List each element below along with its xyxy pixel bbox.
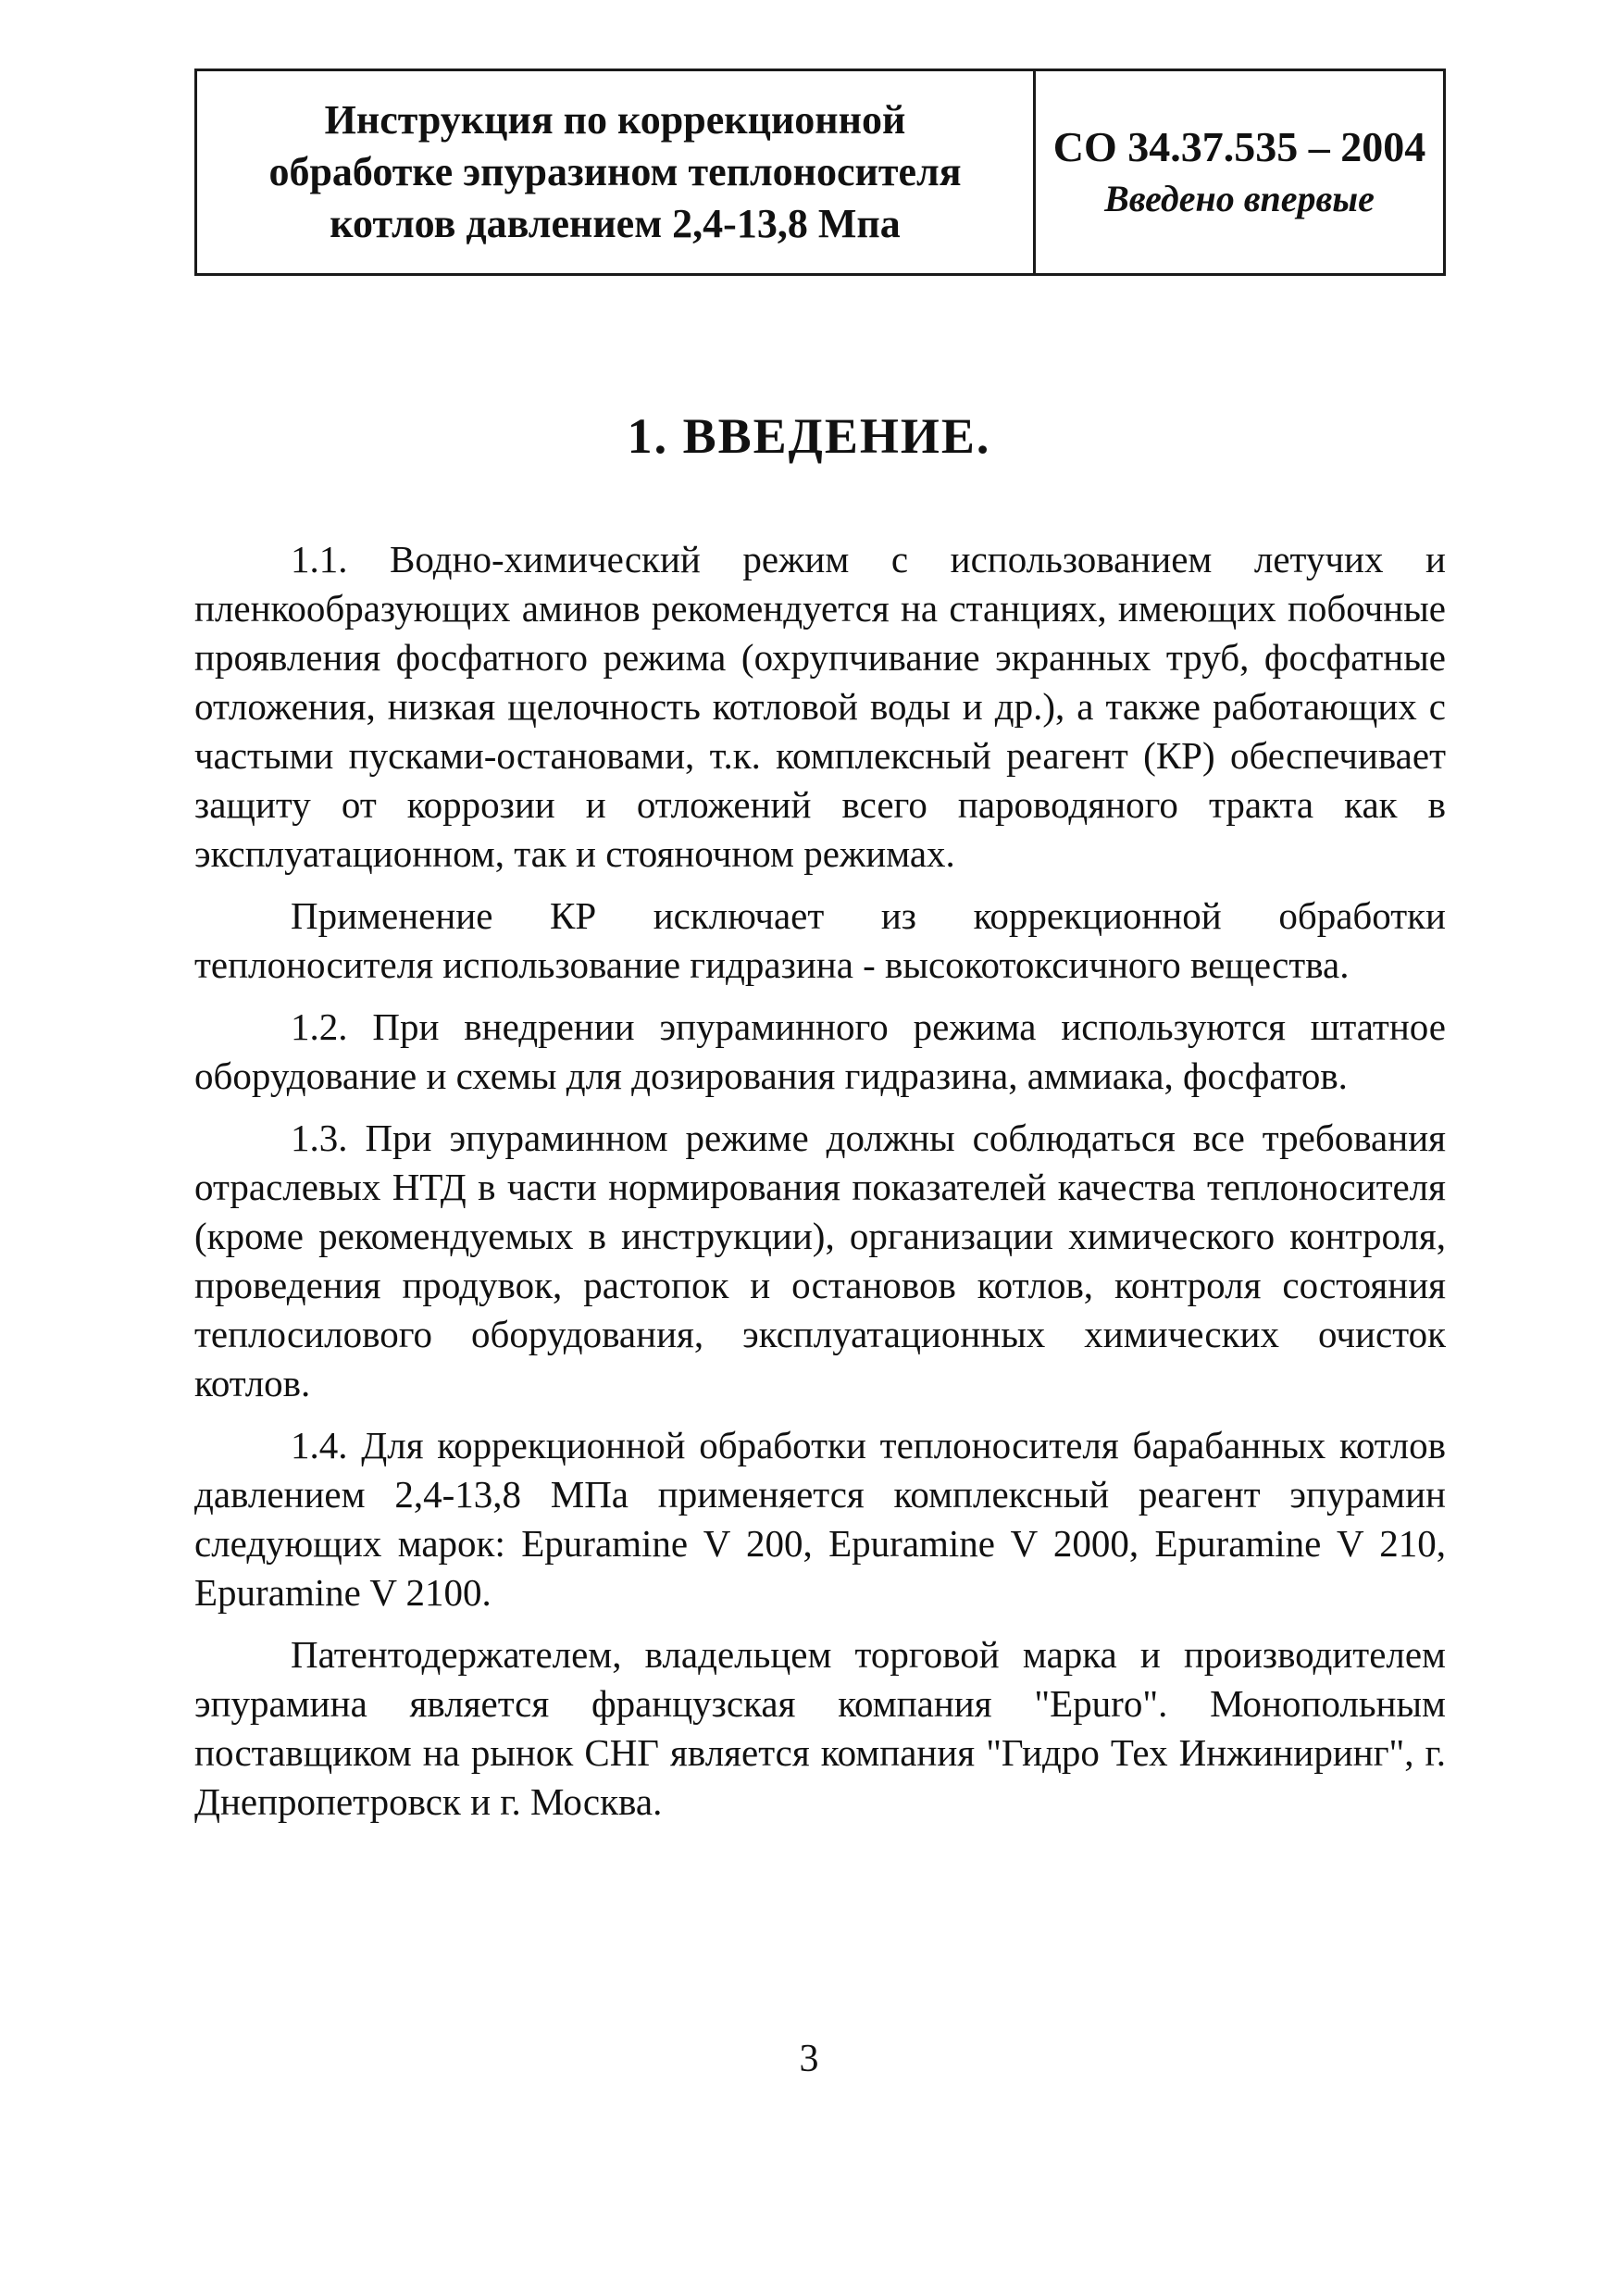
paragraph-patent-holder: Патентодержателем, владельцем торговой марка и производителем эпурамина является французская компания "Epuro". Монопольным поставщиком на рынок СНГ является компания "Гидро Тех Инжиниринг", г. Днепропетровск и г. Москва. <box>194 1633 1446 1823</box>
title-line: Инструкция по коррекционной <box>324 97 906 143</box>
page-number: 3 <box>799 2038 819 2080</box>
paragraph-kr-note: Применение КР исключает из коррекционной обработки теплоносителя использование гидразина - высокотоксичного вещества. <box>194 894 1446 986</box>
document-body <box>194 535 1446 1840</box>
document-title <box>197 71 1036 273</box>
document-header <box>194 69 1446 276</box>
document-code: СО 34.37.535 – 2004 <box>1052 123 1426 170</box>
paragraph-1-2: 1.2. При внедрении эпураминного режима используются штатное оборудование и схемы для дозирования гидразина, аммиака, фосфатов. <box>194 1005 1446 1097</box>
paragraph-1-1: 1.1. Водно-химический режим с использованием летучих и пленкообразующих аминов рекомендуется на станциях, имеющих побочные проявления фосфатного режима (охрупчивание экранных труб, фосфатные отложения, низкая щелочность котловой воды и др.), а также работающих с частыми пусками-остановами, т.к. комплексный реагент (КР) обеспечивает защиту от коррозии и отложений всего пароводяного тракта как в эксплуатационном, так и стояночном режимах. <box>194 538 1446 875</box>
paragraph-1-3: 1.3. При эпураминном режиме должны соблюдаться все требования отраслевых НТД в части нормирования показателей качества теплоносителя (кроме рекомендуемых в инструкции), организации химического контроля, проведения продувок, растопок и остановов котлов, контроля состояния теплосилового оборудования, эксплуатационных химических очисток котлов. <box>194 1117 1446 1404</box>
document-status: Введено впервые <box>1104 178 1375 219</box>
paragraph-1-4: 1.4. Для коррекционной обработки теплоносителя барабанных котлов давлением 2,4-13,8 МПа применяется комплексный реагент эпурамин следующих марок: Epuramine V 200, Epuramine V 2000, Epuramine V 210, Epuramine V 2100. <box>194 1424 1446 1614</box>
document-code-block <box>1036 71 1443 273</box>
title-line: котлов давлением 2,4-13,8 Мпа <box>330 201 901 246</box>
title-line: обработке эпуразином теплоносителя <box>268 149 962 194</box>
section-heading: 1. ВВЕДЕНИЕ. <box>627 408 991 464</box>
